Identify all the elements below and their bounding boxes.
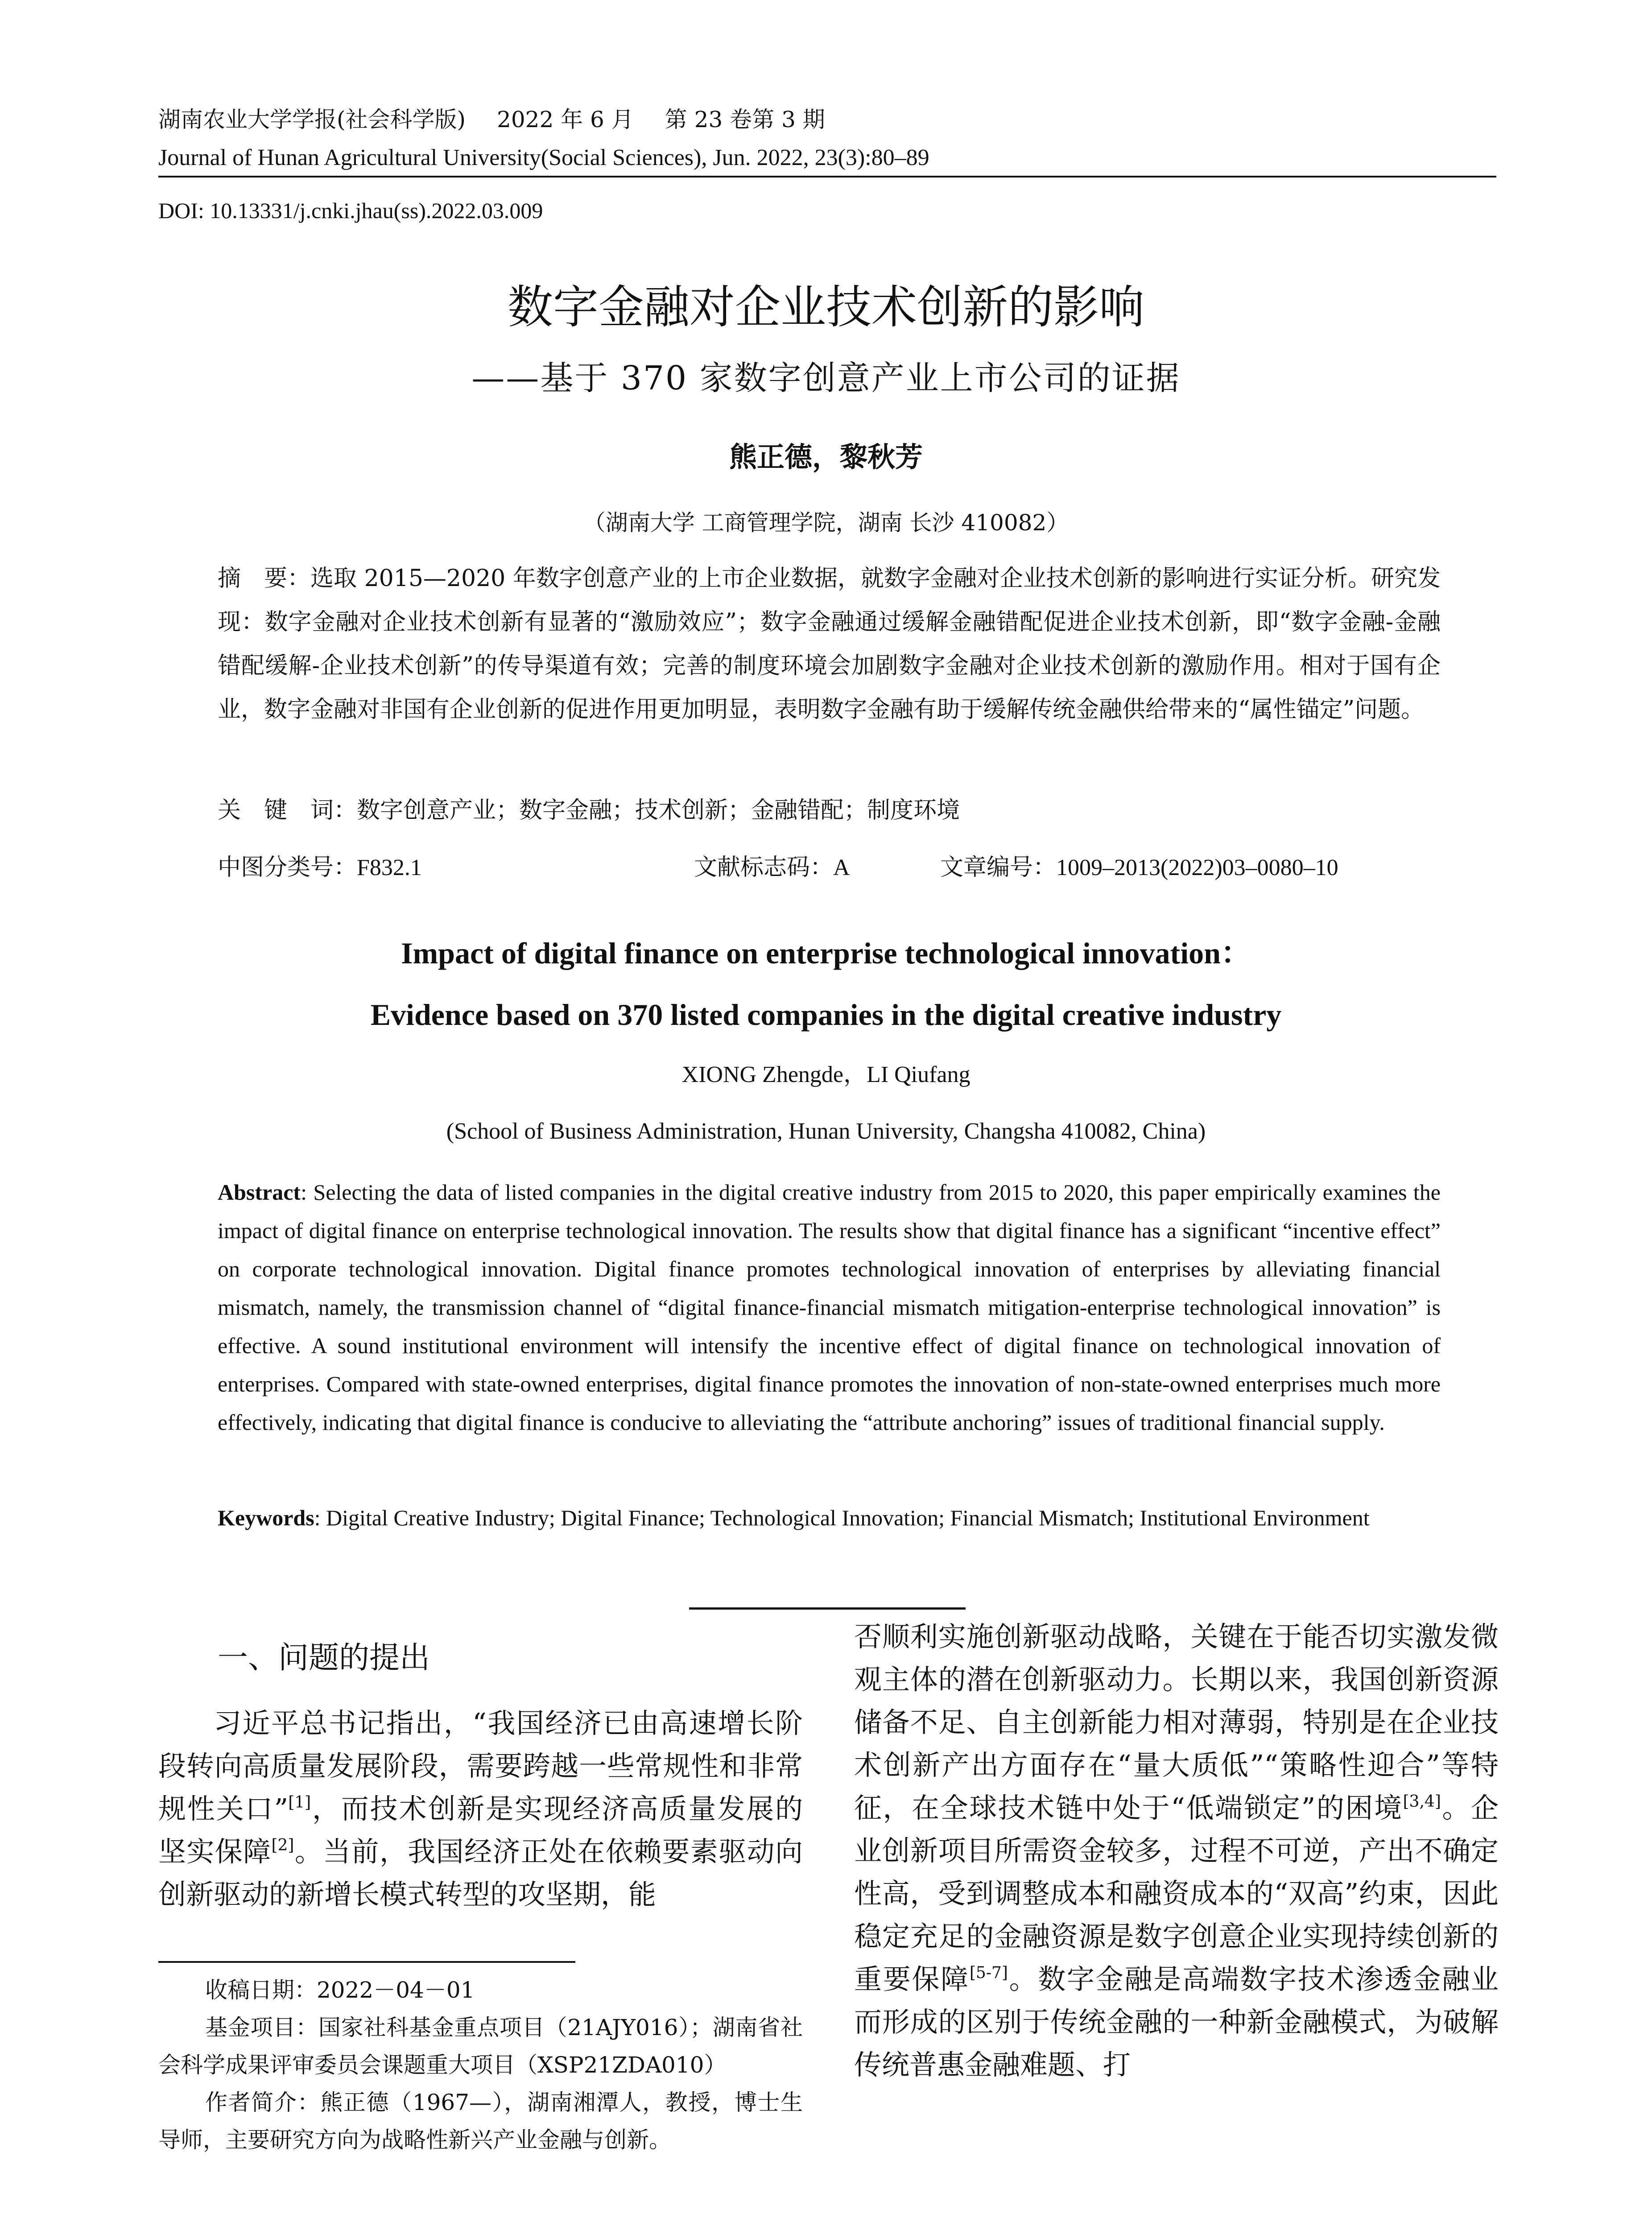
volume-issue-cn: 第 23 卷第 3 期 [665, 107, 825, 132]
body-text: 否顺利实施创新驱动战略，关键在于能否切实激发微观主体的潜在创新驱动力。长期以来，我国创新资源储备不足、自主创新能力相对薄弱，特别是在企业技术创新产出方面存在“量大质低”“策略性迎合”等特征，在全球技术链中处于“低端锁定”的困境 [854, 1620, 1499, 1824]
keywords-cn-label: 关 键 词： [218, 797, 357, 824]
doi: DOI: 10.13331/j.cnki.jhau(ss).2022.03.009 [158, 198, 543, 223]
received-value: 2022－04－01 [317, 1977, 475, 2003]
citation: [5-7] [969, 1964, 1008, 1982]
abstract-cn-text: 选取 2015—2020 年数字创意产业的上市企业数据，就数字金融对企业技术创新的影响进行实证分析。研究发现：数字金融对企业技术创新有显著的“激励效应”；数字金融通过缓解金融错配促进企业技术创新，即“数字金融-金融错配缓解-企业技术创新”的传导渠道有效；完善的制度环境会加剧数字金融对企业技术创新的激励作用。相对于国有企业，数字金融对非国有企业创新的促进作用更加明显，表明数字金融有助于缓解传统金融供给带来的“属性锚定”问题。 [218, 565, 1441, 723]
fund-value: 国家社科基金重点项目（21AJY016）；湖南省社会科学成果评审委员会课题重大项目（XSP21ZDA010） [158, 2015, 803, 2078]
paper-subtitle: ——基于 370 家数字创意产业上市公司的证据 [471, 359, 1181, 397]
english-title-line2: Evidence based on 370 listed companies in the digital creative industry [370, 998, 1282, 1032]
citation: [1] [288, 1793, 311, 1812]
document-code [694, 852, 850, 884]
section-heading: 一、问题的提出 [218, 1640, 430, 1676]
issue-date-cn: 2022 年 6 月 [497, 107, 634, 132]
footnote-funding [158, 2009, 803, 2084]
running-header-en: Journal of Hunan Agricultural University(Social Sciences), Jun. 2022, 23(3):80–89 [158, 145, 929, 170]
body-column-left [158, 1702, 803, 1916]
affiliation: （湖南大学 工商管理学院，湖南 长沙 410082） [583, 510, 1069, 536]
header-rule [158, 176, 1496, 178]
doc-code-value: A [833, 855, 850, 880]
citation: [2] [271, 1836, 294, 1854]
keywords-en-label: Keywords [218, 1505, 314, 1530]
journal-name-cn: 湖南农业大学学报(社会科学版) [158, 107, 466, 132]
footnote-author-bio [158, 2084, 803, 2159]
body-column-right [854, 1615, 1499, 2086]
doc-code-label: 文献标志码： [694, 854, 834, 881]
abstract-en-label: Abstract [218, 1180, 301, 1205]
abstract-en-text: : Selecting the data of listed companies in the digital creative industry from 2015 to 2020, this paper empirically examines the impact of digital finance on enterprise technological innovation. The results show that digital finance has a significant “incentive effect” on corporate technological innovation. Digital finance promotes technological innovation of enterprises by alleviating financial mismatch, namely, the transmission channel of “digital finance-financial mismatch mitigation-enterprise technological innovation” is effective. A sound institutional environment will intensify the incentive effect of digital finance on technological innovation of enterprises. Compared with state-owned enterprises, digital finance promotes the innovation of non-state-owned enterprises much more effectively, indicating that digital finance is conducive to alleviating the “attribute anchoring” issues of traditional financial supply. [218, 1180, 1441, 1435]
article-no-label: 文章编号： [940, 854, 1057, 881]
body-text: 。企业创新项目所需资金较多，过程不可逆，产出不确定性高，受到调整成本和融资成本的“双高”约束，因此稳定充足的金融资源是数字创意企业实现持续创新的重要保障 [854, 1792, 1499, 1995]
citation: [3,4] [1403, 1792, 1441, 1811]
keywords-en-text: : Digital Creative Industry; Digital Finance; Technological Innovation; Financial Mismatch; Institutional Environment [314, 1505, 1370, 1530]
author-list: 熊正德，黎秋芳 [729, 441, 923, 473]
english-author-list: XIONG Zhengde，LI Qiufang [681, 1062, 971, 1087]
running-header-cn [158, 105, 825, 134]
fund-label: 基金项目： [205, 2015, 318, 2040]
section-divider [689, 1607, 966, 1610]
body-text: ，而技术创新是实现经济高质量发展的坚实保障 [158, 1792, 803, 1868]
english-title-line1: Impact of digital finance on enterprise technological innovation： [401, 936, 1251, 970]
received-label: 收稿日期： [205, 1977, 317, 2003]
abstract-en [218, 1173, 1441, 1441]
body-text: 。当前，我国经济正处在依赖要素驱动向创新驱动的新增长模式转型的攻坚期，能 [158, 1835, 803, 1911]
english-affiliation: (School of Business Administration, Hunan University, Changsha 410082, China) [446, 1119, 1206, 1144]
paper-title: 数字金融对企业技术创新的影响 [508, 281, 1144, 334]
clc-label: 中图分类号： [218, 854, 357, 881]
body-text: 。数字金融是高端数字技术渗透金融业而形成的区别于传统金融的一种新金融模式，为破解传统普惠金融难题、打 [854, 1963, 1499, 2081]
clc-value: F832.1 [357, 855, 422, 880]
article-number [940, 852, 1338, 884]
footnote-rule [158, 1961, 575, 1963]
article-no-value: 1009–2013(2022)03–0080–10 [1056, 855, 1338, 880]
clc-number [218, 852, 422, 884]
author-bio-label: 作者简介： [205, 2090, 321, 2115]
footnote-received-date [158, 1971, 803, 2009]
body-text: 习近平总书记指出，“我国经济已由高速增长阶段转向高质量发展阶段，需要跨越一些常规性和非常规性关口” [158, 1707, 803, 1825]
author-bio-value: 熊正德（1967—），湖南湘潭人，教授，博士生导师，主要研究方向为战略性新兴产业金融与创新。 [158, 2090, 803, 2153]
keywords-cn [218, 795, 1441, 826]
keywords-cn-text: 数字创意产业；数字金融；技术创新；金融错配；制度环境 [357, 797, 960, 824]
keywords-en [218, 1499, 1441, 1537]
classification-row [218, 852, 1441, 883]
abstract-cn-label: 摘 要： [218, 565, 311, 592]
abstract-cn [218, 557, 1441, 731]
